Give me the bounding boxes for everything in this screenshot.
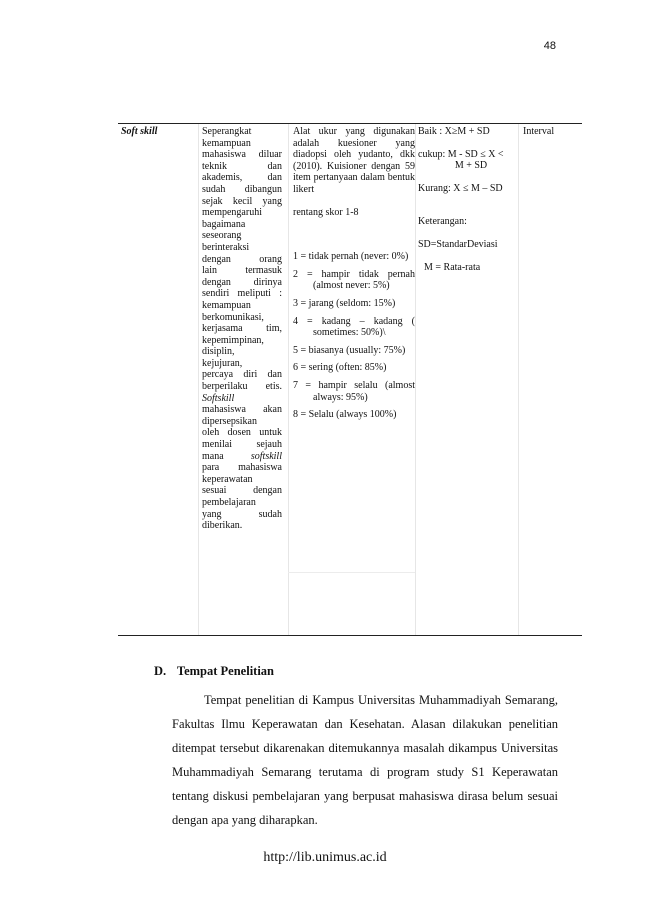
definition-line: seseorang: [202, 230, 242, 242]
scale-item: 7 = hampir selalu (almost always: 95%): [293, 379, 415, 403]
definition-line: kemampuan: [202, 137, 251, 149]
scale-item: 3 = jarang (seldom: 15%): [293, 297, 396, 309]
result-m: M = Rata-rata: [424, 261, 481, 273]
definition-line: kejujuran,: [202, 357, 243, 369]
definition-line: menilai sejauh: [202, 439, 282, 451]
result-cukup-continued: M + SD: [454, 160, 488, 172]
result-sd: SD=StandarDeviasi: [418, 238, 498, 250]
definition-line: kepemimpinan,: [202, 334, 264, 346]
definition-line: percaya diri dan: [202, 369, 282, 381]
definition-line: sendiri meliputi :: [202, 288, 282, 300]
definition-line: berkomunikasi,: [202, 311, 264, 323]
definition-cell: [202, 126, 282, 532]
definition-line: mana softskill: [202, 450, 282, 462]
result-cell: [418, 126, 518, 273]
definition-text: [202, 126, 282, 532]
definition-line: dengan dirinya: [202, 276, 282, 288]
scale-item: 6 = sering (often: 85%): [293, 362, 387, 374]
definition-line: Seperangkat: [202, 126, 252, 137]
instrument-cell: [293, 126, 415, 427]
definition-line: dengan orang: [202, 253, 282, 265]
result-kurang: Kurang: X ≤ M – SD: [418, 182, 503, 194]
instrument-intro: Alat ukur yang digunakan adalah kuesioner yang diadopsi oleh yudanto, dkk (2010). Kuisioner dengan 59 item pertanyaan dalam bentuk likert: [293, 126, 415, 195]
definition-line: bagaimana: [202, 218, 246, 230]
definition-line: para mahasiswa: [202, 462, 282, 474]
definition-line: sesuai dengan: [202, 485, 282, 497]
definition-line: diberikan.: [202, 520, 243, 532]
page-number: 48: [543, 40, 556, 52]
scale-cell: Interval: [523, 126, 555, 137]
definition-line: teknik dan: [202, 160, 282, 172]
result-cukup: cukup: M - SD ≤ X <: [418, 148, 504, 160]
definition-line: kerjasama tim,: [202, 323, 282, 335]
definition-line: mempengaruhi: [202, 207, 262, 219]
definition-line: pembelajaran: [202, 497, 256, 508]
definition-line: keperawatan: [202, 473, 253, 485]
definition-line: Softskill: [202, 392, 235, 404]
definition-line: oleh dosen untuk: [202, 427, 282, 439]
result-baik: Baik : X≥M + SD: [418, 126, 490, 137]
scale-item: 4 = kadang – kadang ( sometimes: 50%)\: [293, 315, 415, 339]
definition-line: berperilaku etis.: [202, 381, 282, 393]
definition-line: dipersepsikan: [202, 415, 257, 427]
definition-line: disiplin,: [202, 346, 235, 358]
section-paragraph: Tempat penelitian di Kampus Universitas Muhammadiyah Semarang, Fakultas Ilmu Keperawatan dan Kesehatan. Alasan dilakukan penelitian ditempat tersebut dikarenakan ditemukannya masalah dikampus Universitas Muhammadiyah Semarang terutama di program study S1 Keperawatan tentang diskusi pembelajaran yang berpusat mahasiswa dirasa belum sesuai dengan apa yang diharapkan.: [172, 693, 558, 827]
section-heading: [154, 664, 274, 679]
operational-definition-table: [118, 123, 582, 636]
section-title: Tempat Penelitian: [176, 664, 275, 678]
scale-item: 2 = hampir tidak pernah (almost never: 5%): [293, 268, 415, 292]
scale-item: 5 = biasanya (usually: 75%): [293, 344, 406, 356]
definition-line: sudah dibangun: [202, 183, 282, 195]
column-divider: [518, 124, 519, 635]
column-divider: [198, 124, 199, 635]
definition-line: berinteraksi: [202, 241, 250, 253]
scale-item: 8 = Selalu (always 100%): [293, 409, 397, 421]
variable-cell: Soft skill: [121, 126, 158, 137]
column-divider: [415, 124, 416, 635]
section-number: D.: [154, 664, 167, 678]
score-range: rentang skor 1-8: [293, 206, 359, 218]
definition-line: mahasiswa akan: [202, 404, 282, 416]
definition-line: yang sudah: [202, 508, 282, 520]
definition-line: kemampuan: [202, 299, 251, 311]
footer-url: http://lib.unimus.ac.id: [263, 850, 387, 865]
row-divider: [288, 572, 415, 573]
result-keterangan: Keterangan:: [418, 216, 467, 228]
column-divider: [288, 124, 289, 635]
section-body: [172, 688, 558, 832]
definition-line: sejak kecil yang: [202, 195, 282, 207]
definition-line: mahasiswa diluar: [202, 149, 282, 161]
definition-line: akademis, dan: [202, 172, 282, 184]
scale-item: 1 = tidak pernah (never: 0%): [293, 251, 409, 263]
definition-line: lain termasuk: [202, 265, 282, 277]
